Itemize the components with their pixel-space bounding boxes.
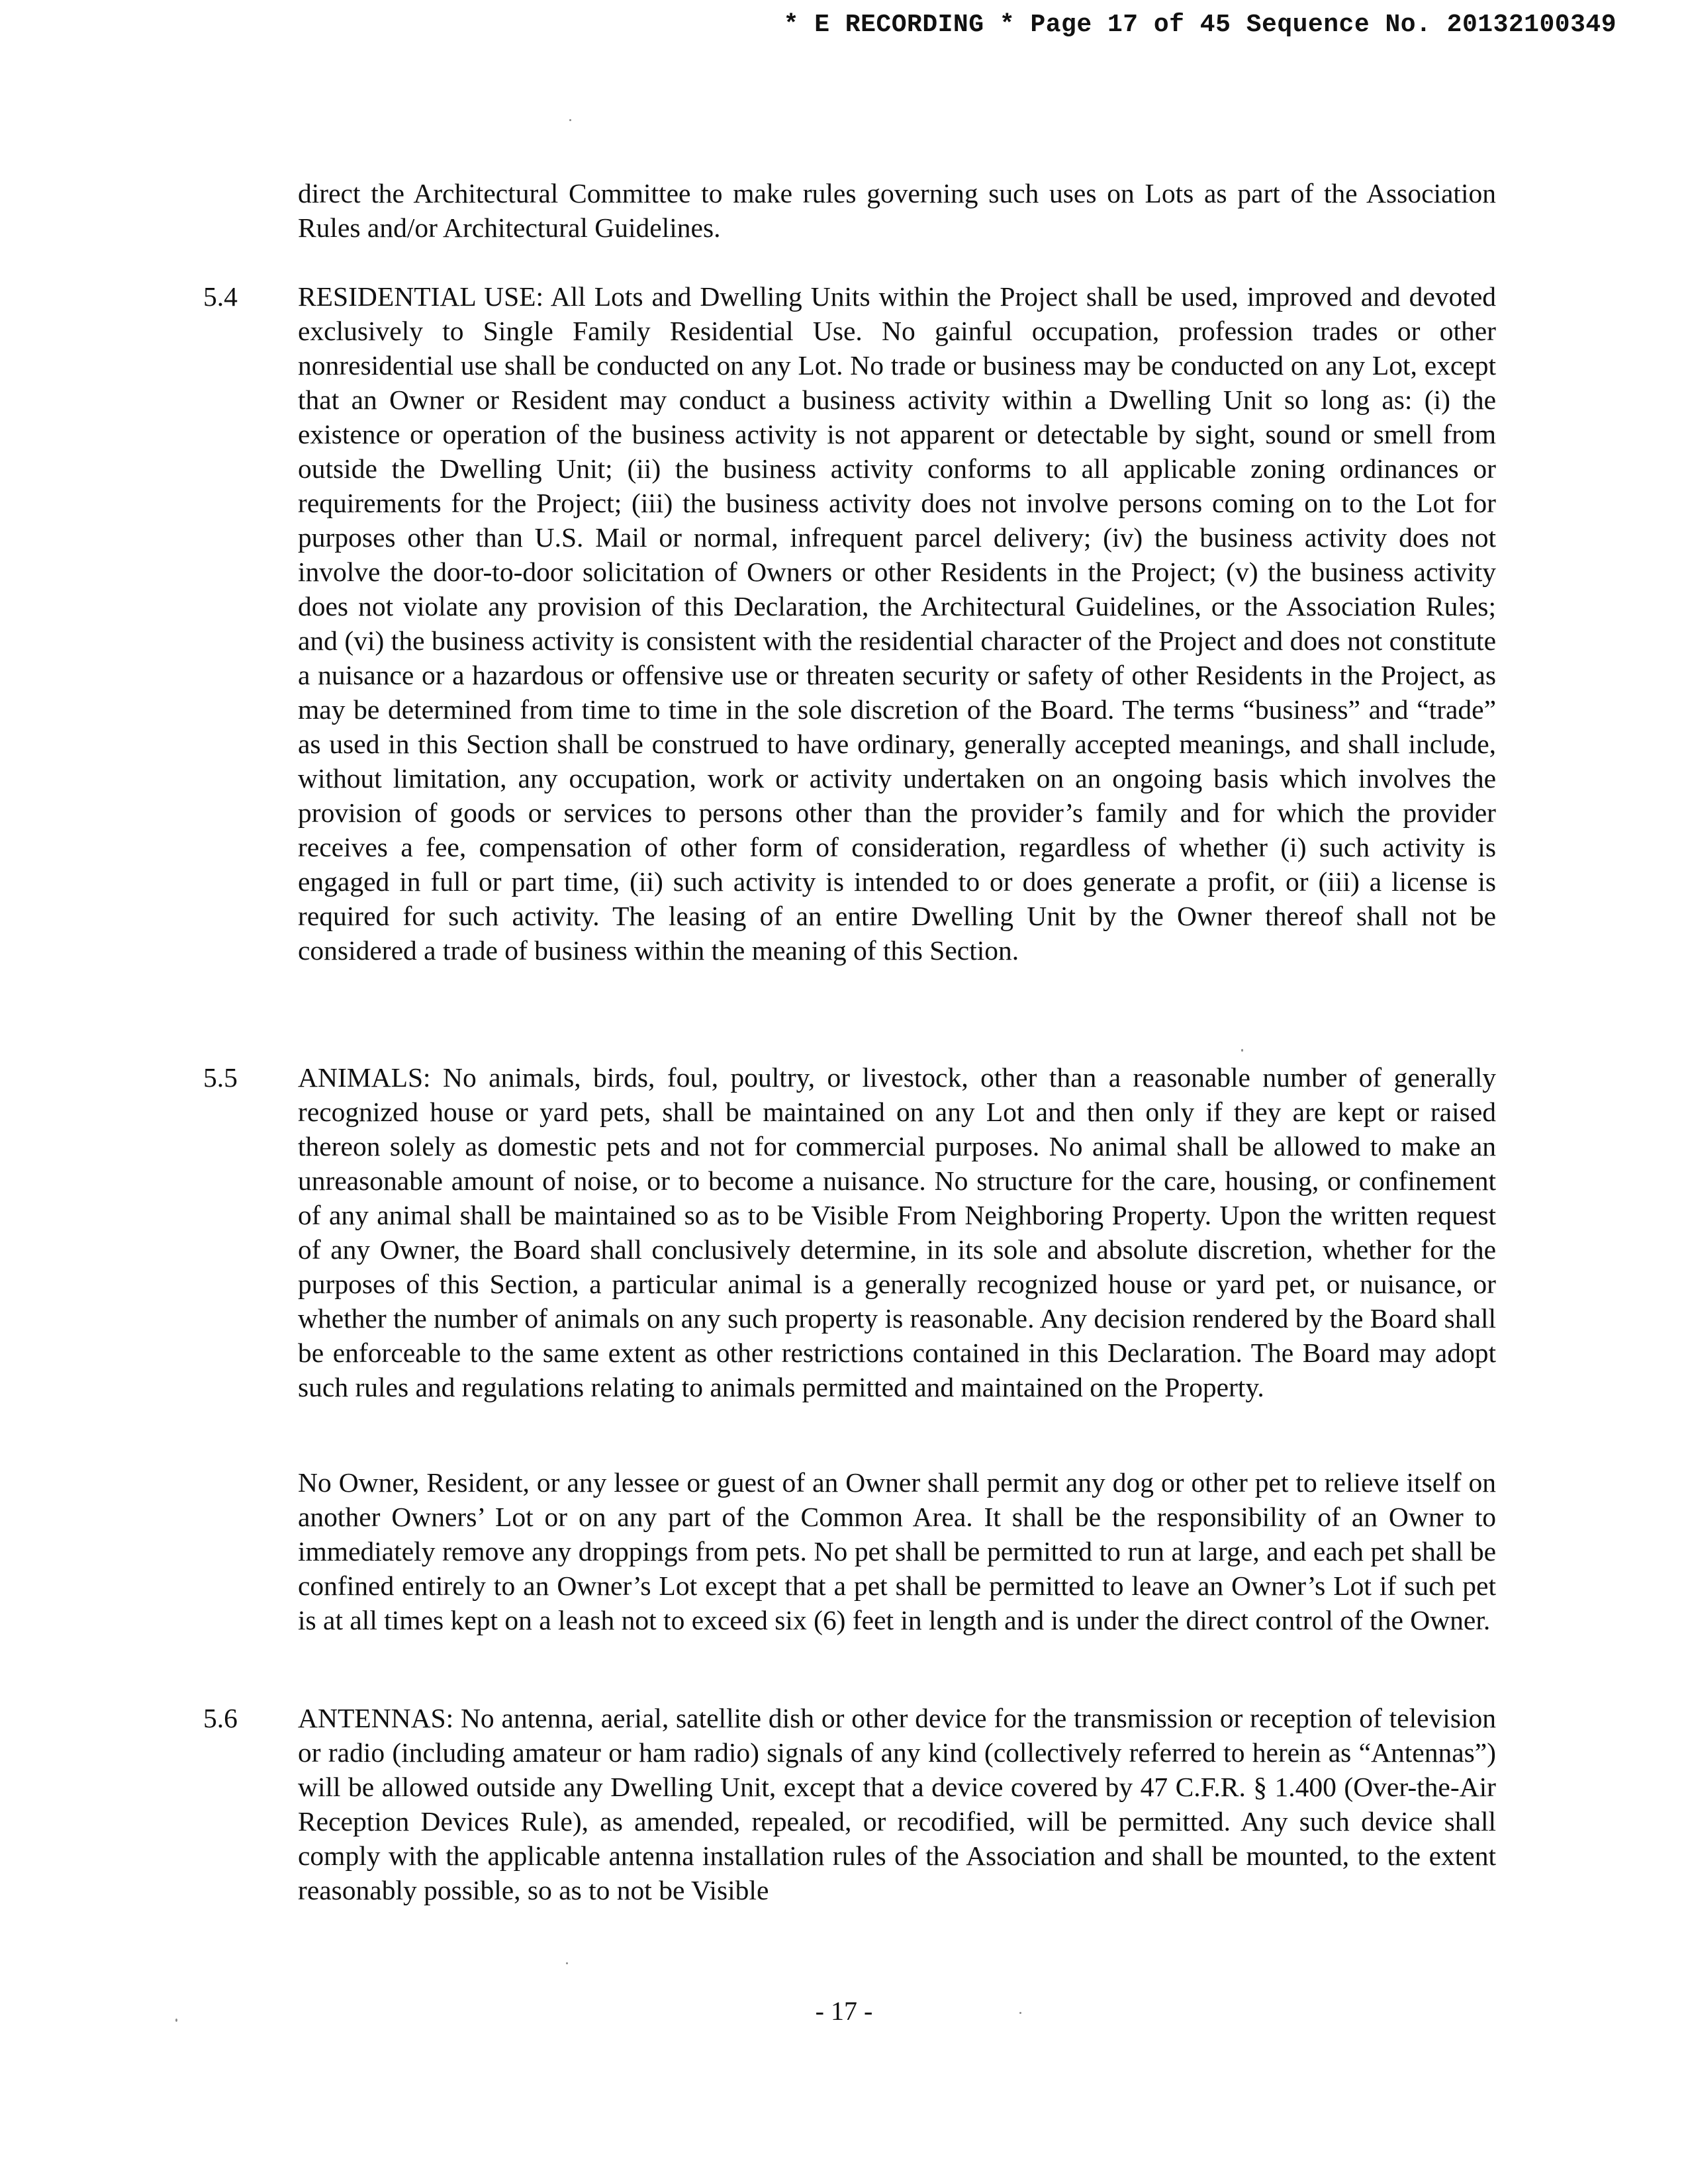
section-5-5-animals-paragraph-2: No Owner, Resident, or any lessee or guest of an Owner shall permit any dog or other pet to relieve itself on another Owners’ Lot or on any part of the Common Area. It shall be the responsibility of an Owner to immediately remove any droppings from pets. No pet shall be permitted to run at large, and each pet shall be confined entirely to an Owner’s Lot except that a pet shall be permitted to leave an Owner’s Lot if such pet is at all times kept on a leash not to exceed six (6) feet in length and is under the direct control of the Owner. xyxy=(298,1467,1496,1635)
recording-header: * E RECORDING * Page 17 of 45 Sequence No. 20132100349 xyxy=(783,11,1617,39)
section-5-6-antennas: ANTENNAS: No antenna, aerial, satellite dish or other device for the transmission or reception of television or radio (including amateur or ham radio) signals of any kind (collectively referred to herein as “Antennas”) will be allowed outside any Dwelling Unit, except that a device covered by 47 C.F.R. § 1.400 (Over-the-Air Reception Devices Rule), as amended, repealed, or recodified, will be permitted. Any such device shall comply with the applicable antenna installation rules of the Association and shall be mounted, to the extent reasonably possible, so as to not be Visible xyxy=(298,1703,1496,1905)
section-5-5-animals: ANIMALS: No animals, birds, foul, poultry, or livestock, other than a reasonable number of generally recognized house or yard pets, shall be maintained on any Lot and then only if they are kept or raised thereon solely as domestic pets and not for commercial purposes. No animal shall be allowed to make an unreasonable amount of noise, or to become a nuisance. No structure for the care, housing, or confinement of any animal shall be maintained so as to be Visible From Neighboring Property. Upon the written request of any Owner, the Board shall conclusively determine, in its sole and absolute discretion, whether for the purposes of this Section, a particular animal is a generally recognized house or yard pet, or nuisance, or whether the number of animals on any such property is reasonable. Any decision rendered by the Board shall be enforceable to the same extent as other restrictions contained in this Declaration. The Board may adopt such rules and regulations relating to animals permitted and maintained on the Property. xyxy=(298,1062,1496,1402)
section-5-4-residential-use: RESIDENTIAL USE: All Lots and Dwelling Units within the Project shall be used, improved and devoted exclusively to Single Family Residential Use. No gainful occupation, profession trades or other nonresidential use shall be conducted on any Lot. No trade or business may be conducted on any Lot, except that an Owner or Resident may conduct a business activity within a Dwelling Unit so long as: (i) the existence or operation of the business activity is not apparent or detectable by sight, sound or smell from outside the Dwelling Unit; (ii) the business activity conforms to all applicable zoning ordinances or requirements for the Project; (iii) the business activity does not involve persons coming on to the Lot for purposes other than U.S. Mail or normal, infrequent parcel delivery; (iv) the business activity does not involve the door-to-door solicitation of Owners or other Residents in the Project; (v) the business activity does not violate any provision of this Declaration, the Architectural Guidelines, or the Association Rules; and (vi) the business activity is consistent with the residential character of the Project and does not constitute a nuisance or a hazardous or offensive use or threaten security or safety of other Residents in the Project, as may be determined from time to time in the sole discretion of the Board. The terms “business” and “trade” as used in this Section shall be construed to have ordinary, generally accepted meanings, and shall include, without limitation, any occupation, work or activity undertaken on an ongoing basis which involves the provision of goods or services to persons other than the provider’s family and for which the provider receives a fee, compensation of other form of consideration, regardless of whether (i) such activity is engaged in full or part time, (ii) such activity is intended to or does generate a profit, or (iii) a license is required for such activity. The leasing of an entire Dwelling Unit by the Owner thereof shall not be considered a trade of business within the meaning of this Section. xyxy=(298,281,1496,966)
section-number-5-6: 5.6 xyxy=(203,1703,238,1733)
section-number-5-4: 5.4 xyxy=(203,281,238,312)
section-number-5-5: 5.5 xyxy=(203,1062,238,1093)
page-number-footer: - 17 - xyxy=(815,1996,873,2026)
scan-speck xyxy=(175,2019,177,2022)
scan-speck xyxy=(569,119,571,121)
scan-speck xyxy=(566,1962,568,1964)
scan-speck xyxy=(1241,1049,1243,1052)
continuation-paragraph: direct the Architectural Committee to make rules governing such uses on Lots as part of the Association Rules and/or Architectural Guidelines. xyxy=(298,178,1496,243)
scan-speck xyxy=(1019,2012,1021,2014)
